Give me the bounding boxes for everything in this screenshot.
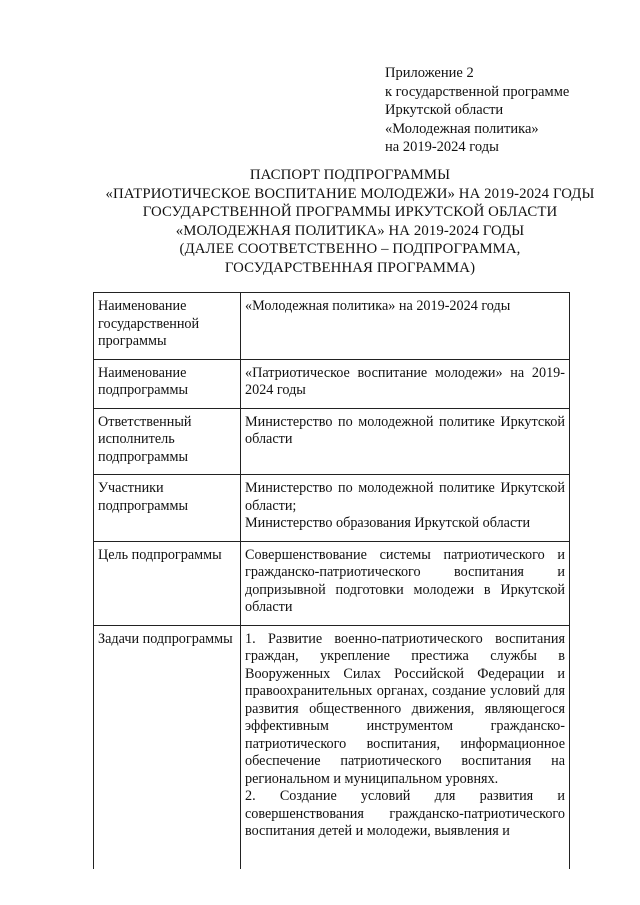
row-label: Цель подпрограммы: [94, 541, 241, 625]
row-value: [241, 475, 570, 542]
title-line: (ДАЛЕЕ СООТВЕТСТВЕННО – ПОДПРОГРАММА,: [179, 241, 521, 258]
row-value: «Патриотическое воспитание молодежи» на 2019-2024 годы: [241, 359, 570, 408]
task-item: 2. Создание условий для развития и совершенствования гражданско-патриотического воспитания детей и молодежи, выявления и: [245, 788, 565, 839]
row-label: Ответственный исполнитель подпрограммы: [94, 408, 241, 475]
table-row: [94, 625, 570, 869]
title-line: ПАСПОРТ ПОДПРОГРАММЫ: [249, 167, 451, 183]
row-value: Совершенствование системы патриотического и гражданско-патриотического воспитания и допризывной подготовки молодежи в Иркутской области: [241, 541, 570, 625]
title-line: «МОЛОДЕЖНАЯ ПОЛИТИКА» НА 2019-2024 ГОДЫ: [175, 222, 525, 239]
row-label: Наименование государственной программы: [94, 293, 241, 360]
appendix-line: Приложение 2: [385, 65, 474, 81]
row-label: Наименование подпрограммы: [94, 359, 241, 408]
appendix-line: к государственной программе: [385, 83, 570, 100]
row-value: [241, 625, 570, 869]
tasks-list: [245, 631, 565, 861]
table-row: [94, 293, 570, 360]
table-row: [94, 408, 570, 475]
appendix-line: Иркутской области: [385, 102, 504, 118]
title-line: «ПАТРИОТИЧЕСКОЕ ВОСПИТАНИЕ МОЛОДЕЖИ» НА 2019-2024 ГОДЫ: [105, 185, 595, 202]
row-value: «Молодежная политика» на 2019-2024 годы: [241, 293, 570, 360]
row-label: Участники подпрограммы: [94, 475, 241, 542]
title-line: ГОСУДАРСТВЕННОЙ ПРОГРАММЫ ИРКУТСКОЙ ОБЛАСТИ: [142, 204, 558, 221]
table-row: [94, 541, 570, 625]
participant: Министерство по молодежной политике Иркутской области;: [245, 480, 565, 514]
table-row: [94, 359, 570, 408]
row-value: Министерство по молодежной политике Иркутской области: [241, 408, 570, 475]
appendix-note: [385, 64, 569, 157]
row-label: Задачи подпрограммы: [94, 625, 241, 869]
appendix-line: на 2019-2024 годы: [385, 139, 499, 155]
passport-table: [93, 292, 570, 869]
participant: Министерство образования Иркутской области: [245, 515, 531, 531]
table-row: [94, 475, 570, 542]
task-item: 1. Развитие военно-патриотического воспитания граждан, укрепление престижа службы в Вооруженных Силах Российской Федерации и правоохранительных органах, создание условий для развития общественного движения, являющегося эффективным инструментом гражданско-патриотического воспитания, информационное обеспечение патриотического воспитания на региональном и муниципальном уровнях.: [245, 630, 565, 787]
appendix-line: «Молодежная политика»: [385, 120, 539, 137]
title-line: ГОСУДАРСТВЕННАЯ ПРОГРАММА): [224, 259, 476, 276]
document-title: [60, 166, 640, 278]
